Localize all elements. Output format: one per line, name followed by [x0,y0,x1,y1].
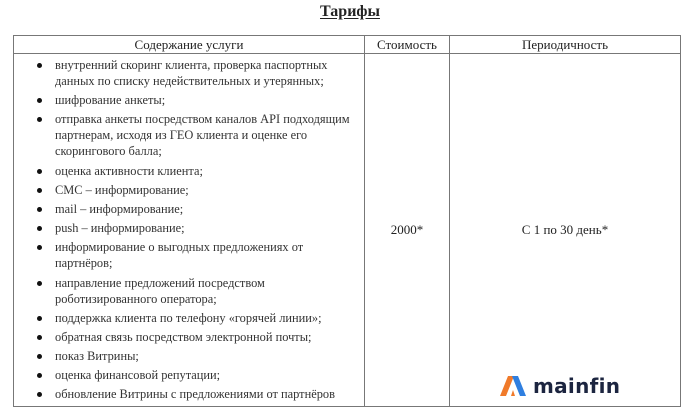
table-row [14,54,681,407]
list-item: информирование о выгодных предложениях от партнёров; [14,239,360,271]
bullet-icon [37,281,42,286]
list-item: push – информирование; [14,220,360,236]
bullet-icon [37,169,42,174]
list-item: обновление Витрины с предложениями от партнёров [14,386,360,402]
bullet-icon [37,226,42,231]
list-item: mail – информирование; [14,201,360,217]
bullet-icon [37,188,42,193]
price-cell: 2000* [365,54,450,407]
bullet-icon [37,373,42,378]
bullet-icon [37,245,42,250]
document-title [0,3,700,21]
list-item: отправка анкеты посредством каналов API подходящим партнерам, исходя из ГЕО клиента и оценке его скорингового балла; [14,111,360,159]
list-item: СМС – информирование; [14,182,360,198]
bullet-icon [37,117,42,122]
list-item: внутренний скоринг клиента, проверка паспортных данных по списку недействительных и утерянных; [14,57,360,89]
bullet-icon [37,392,42,397]
tariffs-table [13,35,681,407]
bullet-icon [37,316,42,321]
header-period: Периодичность [450,36,681,54]
bullet-icon [37,335,42,340]
list-item: шифрование анкеты; [14,92,360,108]
service-content-cell [14,54,365,407]
mainfin-logo-text: mainfin [533,374,621,398]
bullet-icon [37,354,42,359]
list-item: обратная связь посредством электронной почты; [14,329,360,345]
mainfin-logo [500,376,620,396]
bullet-icon [37,207,42,212]
list-item: направление предложений посредством роботизированного оператора; [14,275,360,307]
list-item: показ Витрины; [14,348,360,364]
mainfin-logo-icon [500,376,530,396]
table-header-row [14,36,681,54]
services-list [14,57,360,402]
list-item: поддержка клиента по телефону «горячей линии»; [14,310,360,326]
bullet-icon [37,63,42,68]
header-price: Стоимость [365,36,450,54]
bullet-icon [37,98,42,103]
period-value: С 1 по 30 день* [521,222,609,237]
list-item: оценка активности клиента; [14,163,360,179]
title-text: Тарифы [320,3,380,20]
header-service-content: Содержание услуги [14,36,365,54]
period-cell [450,54,681,407]
list-item: оценка финансовой репутации; [14,367,360,383]
